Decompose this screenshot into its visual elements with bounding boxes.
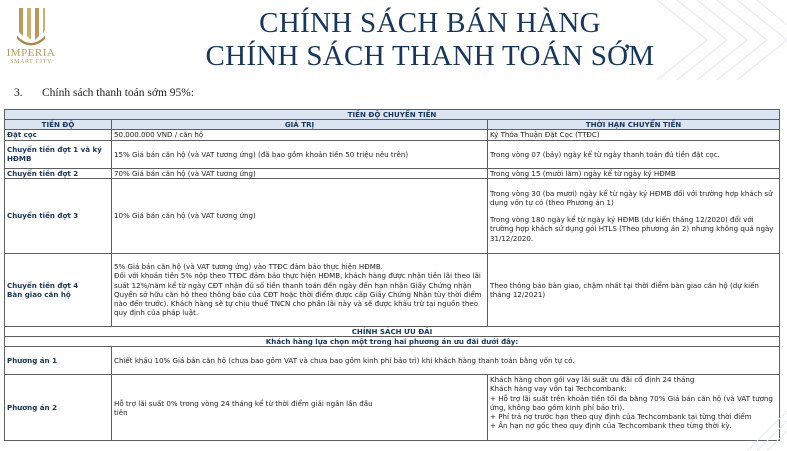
value-cell: 10% Giá bán căn hộ (và VAT tương ứng) (112, 178, 488, 253)
imperia-logo (6, 6, 56, 78)
value-note: Đối với khoản tiền 5% nộp theo TTĐC đảm bảo thực hiện HĐMB, khách hàng được nhận tiền lãi theo lãi suất 12%/năm kể từ ngày CĐT nhận đủ số tiền thanh toán đến ngày đến hạn nhận Giấy Chứng nhận Quyền sở hữu căn hộ theo thông báo của CĐT hoặc thời điểm được cấp Giấy Chứng Nhận tùy thời điểm nào đến trước). Khách hàng sẽ tự chịu thuế TNCN cho phần lãi này và sẽ được khấu trừ tại nguồn theo quy định của pháp luật. (114, 271, 482, 318)
option-text: Hỗ trợ lãi suất 0% trong vòng 24 tháng kể từ thời điểm giải ngân lần đầu tiên (112, 375, 488, 441)
imperia-crest-icon (15, 6, 47, 46)
option-label: Phương án 2 (5, 375, 112, 441)
table-row (5, 375, 780, 441)
payment-table (4, 109, 780, 441)
logo-subtitle: SMART CITY (10, 59, 52, 65)
deadline-cell: Theo thông báo bàn giao, chậm nhất tại thời điểm bàn giao căn hộ (dự kiến tháng 12/2021) (488, 253, 780, 326)
detail-line: + Ân hạn nợ gốc theo quy định của Techcombank theo từng thời kỳ. (490, 421, 732, 431)
detail-line: + Hỗ trợ lãi suất trên khoản tiền tối đa bằng 70% Giá bán căn hộ (và VAT tương ứng, không bao gồm kinh phí bảo trì). (490, 393, 773, 412)
logo-brand: IMPERIA (6, 47, 56, 59)
value-cell: 70% Giá bán căn hộ (và VAT tương ứng) (112, 168, 488, 178)
column-header: GIÁ TRỊ (112, 120, 488, 130)
incentive-subtitle: Khách hàng lựa chọn một trong hai phương án ưu đãi dưới đây: (5, 337, 780, 347)
option-text: Chiết khấu 10% Giá bán căn hộ (chưa bao gồm VAT và chưa bao gồm kinh phí bảo trì) khi khách hàng thanh toán bằng vốn tự có. (112, 347, 780, 375)
stage-cell: Đặt cọc (5, 130, 112, 140)
deadline-option-1: Trong vòng 30 (ba mươi) ngày kể từ ngày ký HĐMB đối với trường hợp khách sử dụng vốn tự có (theo Phương án 1) (490, 188, 773, 207)
section-title: Chính sách thanh toán sớm 95%: (42, 87, 195, 99)
table-row (5, 140, 780, 168)
table-row (5, 347, 780, 375)
value-line: 5% Giá bán căn hộ (và VAT tương ứng) vào TTĐC đảm bảo thực hiện HĐMB. (114, 262, 383, 272)
column-header: THỜI HẠN CHUYỂN TIỀN (488, 120, 780, 130)
stage-cell: Chuyển tiền đợt 1 và ký HĐMB (5, 140, 112, 168)
table-row (5, 178, 780, 253)
stage-cell: Chuyển tiền đợt 3 (5, 178, 112, 253)
value-cell (112, 253, 488, 326)
column-header: TIẾN ĐỘ (5, 120, 112, 130)
detail-line: Khách hàng chọn gói vay lãi suất ưu đãi cố định 24 tháng (490, 375, 695, 385)
deadline-cell (488, 178, 780, 253)
page-header (0, 0, 787, 80)
deadline-cell: Trong vòng 15 (mười lăm) ngày kể từ ngày ký HĐMB (488, 168, 780, 178)
stage-cell (5, 253, 112, 326)
page-subtitle: CHÍNH SÁCH THANH TOÁN SỚM (205, 40, 655, 72)
stage-cell: Chuyển tiền đợt 2 (5, 168, 112, 178)
deadline-cell: Ký Thỏa Thuận Đặt Cọc (TTĐC) (488, 130, 780, 140)
detail-line: + Phí trả nợ trước hạn theo quy định của Techcombank tại từng thời điểm (490, 412, 752, 422)
stage-label: Chuyển tiền đợt 4 (7, 280, 79, 290)
decorative-pattern (637, 0, 787, 80)
decorative-pattern (747, 391, 787, 451)
value-cell: 50.000.000 VND / căn hộ (112, 130, 488, 140)
section-heading (14, 87, 194, 99)
table-row (5, 253, 780, 326)
value-cell: 15% Giá bán căn hộ (và VAT tương ứng) (đã bao gồm khoản tiền 50 triệu nêu trên) (112, 140, 488, 168)
table-title: TIẾN ĐỘ CHUYỂN TIỀN (5, 110, 780, 120)
section-number: 3. (14, 87, 23, 99)
page-title: CHÍNH SÁCH BÁN HÀNG (259, 7, 601, 39)
deadline-option-2: Trong vòng 180 ngày kể từ ngày ký HĐMB (dự kiến tháng 12/2020) đối với trường hợp khách sử dụng gói HTLS (Theo phương án 2) nhưng không quá ngày 31/12/2020. (490, 215, 774, 243)
stage-label: Bàn giao căn hộ (7, 289, 71, 299)
table-row (5, 130, 780, 140)
detail-line: Khách hàng vay vốn tại Techcombank: (490, 384, 627, 394)
table-row (5, 168, 780, 178)
option-label: Phương án 1 (5, 347, 112, 375)
incentive-title: CHÍNH SÁCH ƯU ĐÃI (5, 326, 780, 336)
deadline-cell: Trong vòng 07 (bảy) ngày kể từ ngày thanh toán đủ tiền đặt cọc. (488, 140, 780, 168)
option-details (488, 375, 780, 441)
